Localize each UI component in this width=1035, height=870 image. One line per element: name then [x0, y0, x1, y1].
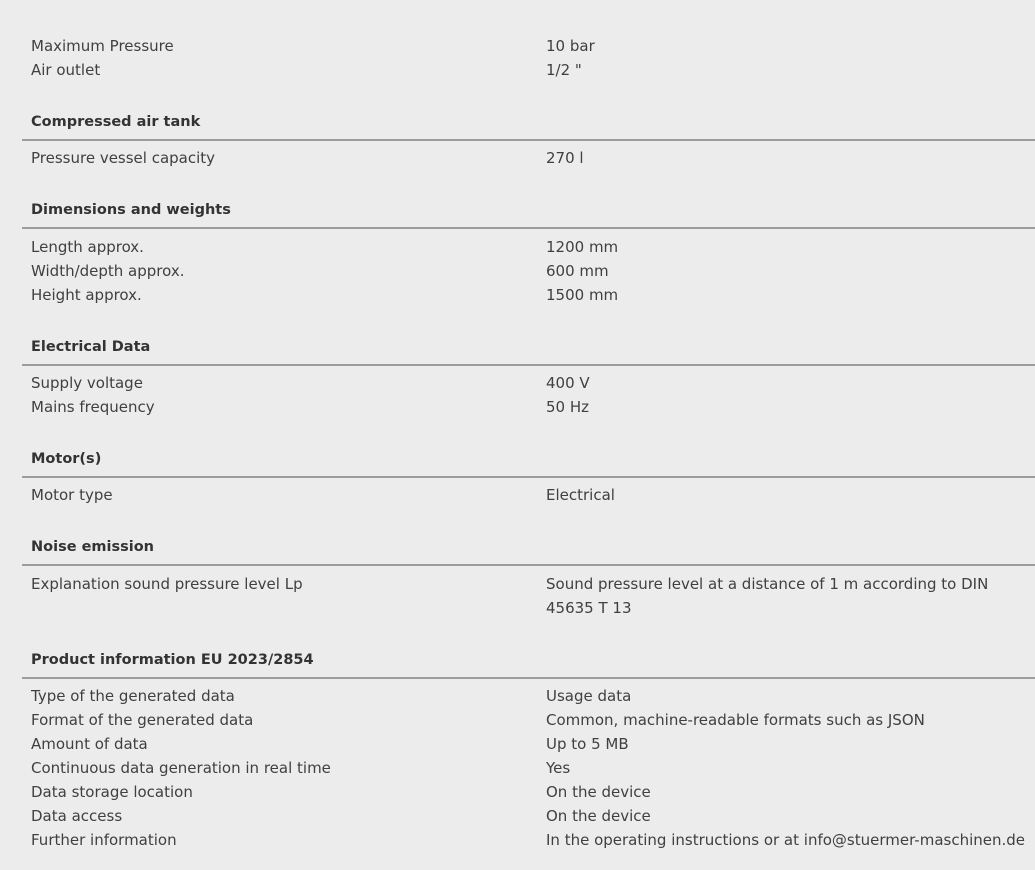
- spec-value: 400 V: [546, 374, 590, 392]
- spec-label: Explanation sound pressure level Lp: [31, 575, 303, 593]
- spec-label: Format of the generated data: [31, 711, 254, 729]
- spec-label: Pressure vessel capacity: [31, 149, 216, 167]
- spec-label: Supply voltage: [31, 374, 143, 392]
- spec-value: 1500 mm: [546, 286, 619, 304]
- spec-value: Yes: [546, 759, 571, 777]
- spec-value: 1200 mm: [546, 238, 619, 256]
- spec-label: Continuous data generation in real time: [31, 759, 331, 777]
- section-heading: Compressed air tank: [31, 114, 201, 130]
- spec-value: Common, machine-readable formats such as JSON: [546, 711, 925, 729]
- section-heading: Dimensions and weights: [31, 202, 231, 218]
- section-heading: Electrical Data: [31, 339, 151, 355]
- section-divider: [22, 476, 1035, 478]
- spec-value: Sound pressure level at a distance of 1 m according to DIN 45635 T 13: [546, 575, 989, 617]
- spec-label: Length approx.: [31, 238, 144, 256]
- spec-label: Type of the generated data: [31, 687, 235, 705]
- spec-label: Further information: [31, 831, 177, 849]
- section-heading: Noise emission: [31, 539, 155, 555]
- spec-label: Width/depth approx.: [31, 262, 185, 280]
- spec-value: 50 Hz: [546, 398, 590, 416]
- spec-label: Data access: [31, 807, 123, 825]
- spec-label: Motor type: [31, 486, 113, 504]
- section-divider: [22, 227, 1035, 229]
- spec-label: Mains frequency: [31, 398, 155, 416]
- spec-value: 10 bar: [546, 37, 595, 55]
- spec-value: Electrical: [546, 486, 615, 504]
- spec-label: Maximum Pressure: [31, 37, 174, 55]
- spec-value: 270 l: [546, 149, 584, 167]
- spec-value: On the device: [546, 783, 651, 801]
- section-heading: Product information EU 2023/2854: [31, 652, 314, 668]
- spec-value: 1/2 ": [546, 61, 582, 79]
- spec-label: Height approx.: [31, 286, 142, 304]
- spec-value: On the device: [546, 807, 651, 825]
- spec-value: In the operating instructions or at info@stuermer-maschinen.de: [546, 831, 1026, 849]
- section-divider: [22, 364, 1035, 366]
- section-divider: [22, 139, 1035, 141]
- section-heading: Motor(s): [31, 451, 102, 467]
- spec-label: Air outlet: [31, 61, 101, 79]
- section-divider: [22, 564, 1035, 566]
- spec-label: Amount of data: [31, 735, 148, 753]
- section-divider: [22, 677, 1035, 679]
- spec-value: 600 mm: [546, 262, 609, 280]
- spec-label: Data storage location: [31, 783, 193, 801]
- spec-value: Up to 5 MB: [546, 735, 629, 753]
- spec-value: Usage data: [546, 687, 632, 705]
